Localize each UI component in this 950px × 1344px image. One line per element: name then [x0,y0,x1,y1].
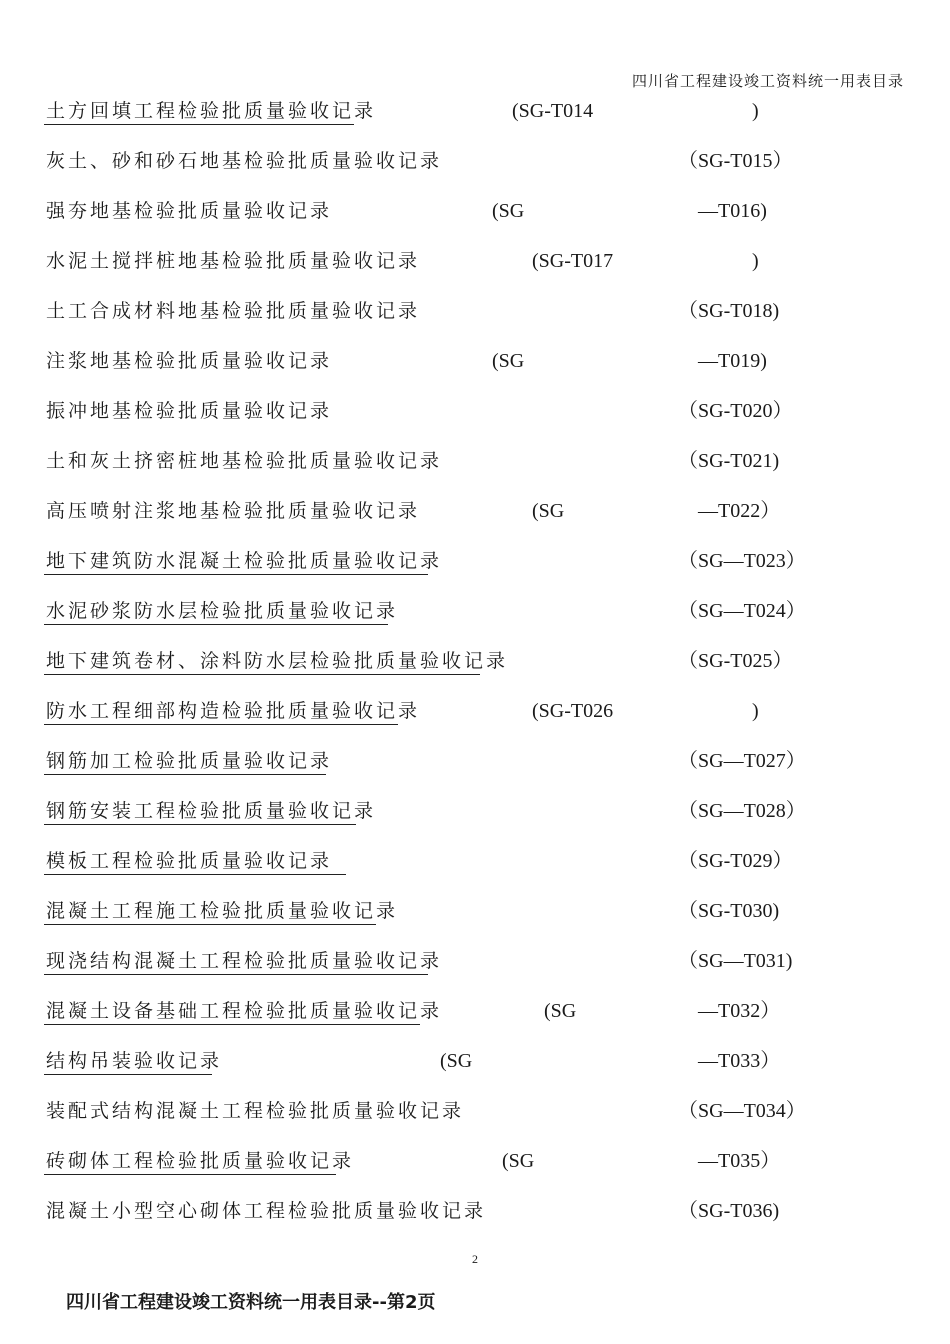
record-code: （SG-T015） [678,150,793,172]
list-item [0,248,950,278]
list-item [0,98,950,128]
record-title: 混凝土工程施工检验批质量验收记录 [44,898,376,925]
record-code-right: ) [752,250,759,272]
list-item [0,398,950,428]
record-title: 土和灰土挤密桩地基检验批质量验收记录 [46,450,443,472]
record-code-left: (SG-T026 [532,700,614,722]
record-title: 装配式结构混凝土工程检验批质量验收记录 [46,1100,465,1122]
record-code-right: —T035） [698,1150,781,1172]
record-title: 高压喷射注浆地基检验批质量验收记录 [46,500,421,522]
record-title: 注浆地基检验批质量验收记录 [46,350,333,372]
record-title: 灰土、砂和砂石地基检验批质量验收记录 [46,150,443,172]
record-code-left: (SG [440,1050,473,1072]
record-title: 现浇结构混凝土工程检验批质量验收记录 [44,948,428,975]
record-title: 砖砌体工程检验批质量验收记录 [44,1148,336,1175]
list-item [0,1098,950,1128]
record-code: （SG-T021) [678,450,780,472]
record-code-left: (SG-T017 [532,250,614,272]
record-title: 模板工程检验批质量验收记录 [44,848,346,875]
record-code: （SG-T020） [678,400,793,422]
record-title: 地下建筑防水混凝土检验批质量验收记录 [44,548,428,575]
record-code-right: ) [752,100,759,122]
record-code-left: (SG [532,500,565,522]
page-footer: 四川省工程建设竣工资料统一用表目录--第2页 [66,1292,436,1313]
list-item [0,198,950,228]
record-title: 结构吊装验收记录 [44,1048,212,1075]
record-code: （SG-T036) [678,1200,780,1222]
record-code: （SG—T023） [678,550,806,572]
record-title: 钢筋加工检验批质量验收记录 [44,748,326,775]
record-code-left: (SG [492,350,525,372]
list-item [0,798,950,828]
record-code-right: —T016) [698,200,767,222]
list-item [0,948,950,978]
list-item [0,748,950,778]
record-title: 防水工程细部构造检验批质量验收记录 [44,698,398,725]
list-item [0,1048,950,1078]
list-item [0,1148,950,1178]
list-item [0,448,950,478]
record-code-left: (SG [544,1000,577,1022]
record-code: （SG-T030) [678,900,780,922]
record-code: （SG—T028） [678,800,806,822]
list-item [0,498,950,528]
record-title: 土方回填工程检验批质量验收记录 [44,98,354,125]
record-title: 水泥土搅拌桩地基检验批质量验收记录 [46,250,421,272]
record-code: （SG—T031) [678,950,793,972]
record-title: 混凝土设备基础工程检验批质量验收记录 [44,998,420,1025]
record-code-right: ) [752,700,759,722]
record-title: 混凝土小型空心砌体工程检验批质量验收记录 [46,1200,487,1222]
record-code-right: —T019) [698,350,767,372]
record-code: （SG-T018) [678,300,780,322]
list-item [0,998,950,1028]
record-title: 强夯地基检验批质量验收记录 [46,200,333,222]
list-item [0,698,950,728]
record-code-left: (SG [502,1150,535,1172]
running-header: 四川省工程建设竣工资料统一用表目录 [631,72,904,90]
list-item [0,898,950,928]
record-code-right: —T033） [698,1050,781,1072]
record-title: 钢筋安装工程检验批质量验收记录 [44,798,356,825]
page-number: 2 [472,1252,478,1266]
record-code: （SG—T027） [678,750,806,772]
record-code-left: (SG-T014 [512,100,594,122]
record-title: 土工合成材料地基检验批质量验收记录 [46,300,421,322]
list-item [0,1198,950,1228]
record-code: （SG—T024） [678,600,806,622]
record-title: 振冲地基检验批质量验收记录 [46,400,333,422]
record-code-right: —T032） [698,1000,781,1022]
record-code: （SG-T025） [678,650,793,672]
record-code-right: —T022） [698,500,781,522]
record-title: 地下建筑卷材、涂料防水层检验批质量验收记录 [44,648,480,675]
list-item [0,848,950,878]
record-code: （SG-T029） [678,850,793,872]
record-code: （SG—T034） [678,1100,806,1122]
list-item [0,148,950,178]
list-item [0,348,950,378]
list-item [0,648,950,678]
list-item [0,598,950,628]
record-code-left: (SG [492,200,525,222]
list-item [0,548,950,578]
record-title: 水泥砂浆防水层检验批质量验收记录 [44,598,388,625]
list-item [0,298,950,328]
